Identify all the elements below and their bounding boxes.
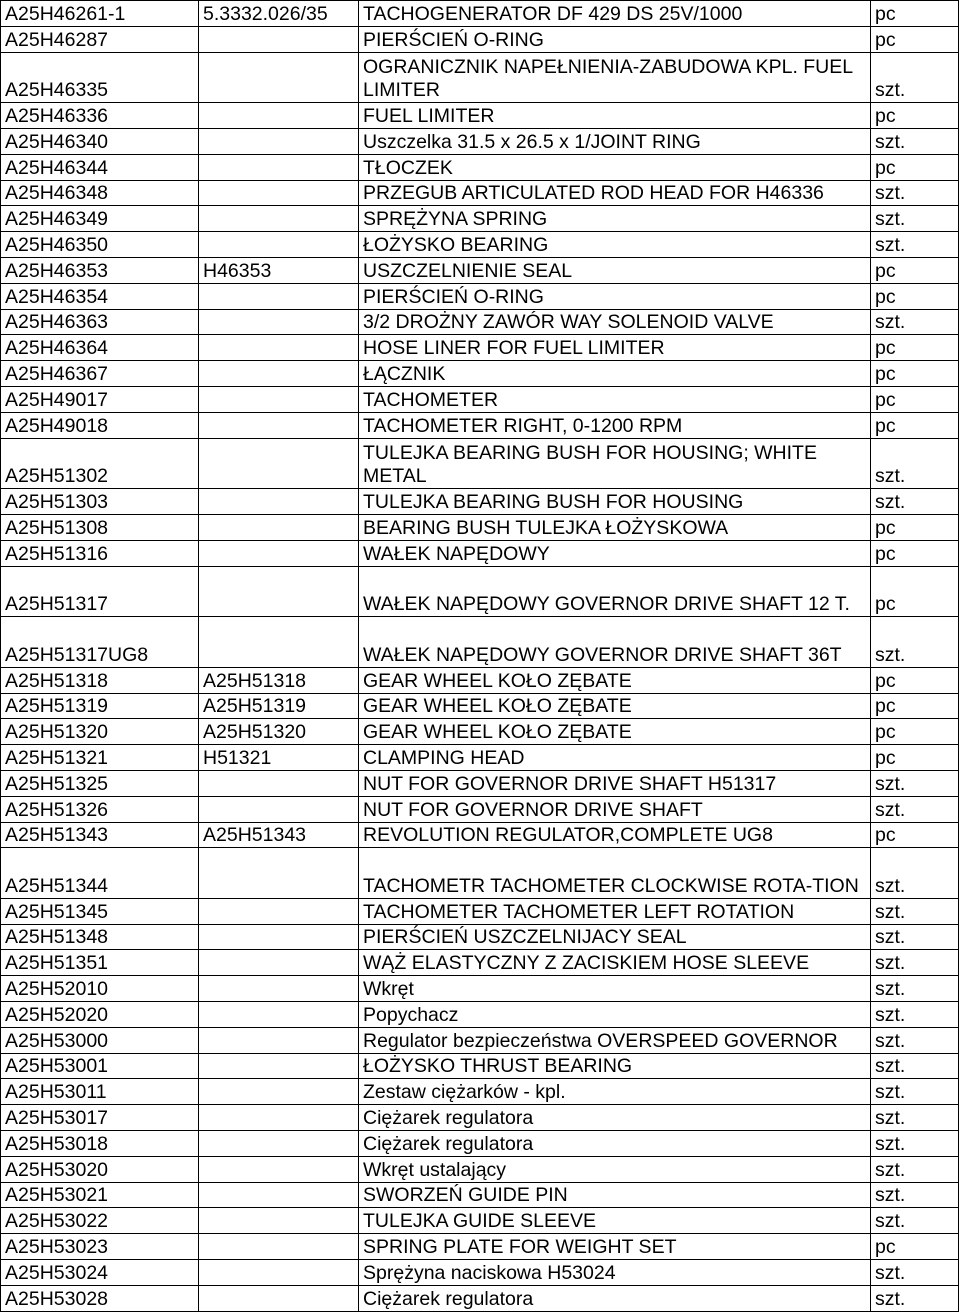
unit-cell: pc bbox=[871, 26, 959, 52]
reference-cell: 5.3332.026/35 bbox=[199, 1, 359, 27]
table-row bbox=[1, 617, 959, 668]
part-code-cell: A25H53017 bbox=[1, 1105, 199, 1131]
unit-cell: szt. bbox=[871, 796, 959, 822]
unit-cell: szt. bbox=[871, 1208, 959, 1234]
table-row bbox=[1, 1105, 959, 1131]
reference-cell bbox=[199, 898, 359, 924]
reference-cell bbox=[199, 1002, 359, 1028]
description-cell: WAŁEK NAPĘDOWY GOVERNOR DRIVE SHAFT 12 T. bbox=[359, 566, 871, 617]
reference-cell bbox=[199, 1182, 359, 1208]
table-row bbox=[1, 180, 959, 206]
reference-cell bbox=[199, 386, 359, 412]
table-row bbox=[1, 52, 959, 103]
unit-cell: pc bbox=[871, 335, 959, 361]
reference-cell bbox=[199, 206, 359, 232]
table-row bbox=[1, 1027, 959, 1053]
description-cell: TŁOCZEK bbox=[359, 154, 871, 180]
description-cell: Ciężarek regulatora bbox=[359, 1131, 871, 1157]
unit-cell: szt. bbox=[871, 438, 959, 489]
description-cell: HOSE LINER FOR FUEL LIMITER bbox=[359, 335, 871, 361]
unit-cell: szt. bbox=[871, 489, 959, 515]
reference-cell bbox=[199, 796, 359, 822]
table-row bbox=[1, 898, 959, 924]
description-cell: Regulator bezpieczeństwa OVERSPEED GOVERNOR bbox=[359, 1027, 871, 1053]
reference-cell bbox=[199, 1285, 359, 1311]
reference-cell bbox=[199, 1131, 359, 1157]
unit-cell: szt. bbox=[871, 1182, 959, 1208]
table-row bbox=[1, 361, 959, 387]
part-code-cell: A25H53001 bbox=[1, 1053, 199, 1079]
unit-cell: szt. bbox=[871, 1156, 959, 1182]
description-cell: CLAMPING HEAD bbox=[359, 745, 871, 771]
unit-cell: szt. bbox=[871, 950, 959, 976]
reference-cell bbox=[199, 52, 359, 103]
part-code-cell: A25H46287 bbox=[1, 26, 199, 52]
unit-cell: pc bbox=[871, 1234, 959, 1260]
table-row bbox=[1, 26, 959, 52]
description-cell: PIERŚCIEŃ O-RING bbox=[359, 26, 871, 52]
table-row bbox=[1, 309, 959, 335]
description-cell: ŁOŻYSKO THRUST BEARING bbox=[359, 1053, 871, 1079]
table-row bbox=[1, 848, 959, 899]
unit-cell: pc bbox=[871, 103, 959, 129]
description-cell: Wkręt ustalający bbox=[359, 1156, 871, 1182]
part-code-cell: A25H51343 bbox=[1, 822, 199, 848]
unit-cell: szt. bbox=[871, 1285, 959, 1311]
unit-cell: szt. bbox=[871, 1079, 959, 1105]
part-code-cell: A25H46336 bbox=[1, 103, 199, 129]
reference-cell: A25H51320 bbox=[199, 719, 359, 745]
description-cell: Uszczelka 31.5 x 26.5 x 1/JOINT RING bbox=[359, 128, 871, 154]
description-cell: WAŁEK NAPĘDOWY bbox=[359, 540, 871, 566]
description-cell: Zestaw ciężarków - kpl. bbox=[359, 1079, 871, 1105]
reference-cell bbox=[199, 103, 359, 129]
description-cell: Wkręt bbox=[359, 976, 871, 1002]
part-code-cell: A25H52010 bbox=[1, 976, 199, 1002]
reference-cell bbox=[199, 1053, 359, 1079]
description-cell: GEAR WHEEL KOŁO ZĘBATE bbox=[359, 667, 871, 693]
part-code-cell: A25H53023 bbox=[1, 1234, 199, 1260]
unit-cell: pc bbox=[871, 745, 959, 771]
description-cell: TACHOMETER TACHOMETER LEFT ROTATION bbox=[359, 898, 871, 924]
part-code-cell: A25H51351 bbox=[1, 950, 199, 976]
reference-cell bbox=[199, 540, 359, 566]
description-cell: SPRING PLATE FOR WEIGHT SET bbox=[359, 1234, 871, 1260]
table-row bbox=[1, 693, 959, 719]
part-code-cell: A25H53000 bbox=[1, 1027, 199, 1053]
reference-cell: A25H51318 bbox=[199, 667, 359, 693]
reference-cell bbox=[199, 489, 359, 515]
unit-cell: szt. bbox=[871, 770, 959, 796]
description-cell: TACHOGENERATOR DF 429 DS 25V/1000 bbox=[359, 1, 871, 27]
description-cell: Ciężarek regulatora bbox=[359, 1105, 871, 1131]
reference-cell bbox=[199, 283, 359, 309]
description-cell: NUT FOR GOVERNOR DRIVE SHAFT H51317 bbox=[359, 770, 871, 796]
table-row bbox=[1, 386, 959, 412]
table-row bbox=[1, 128, 959, 154]
part-code-cell: A25H51317UG8 bbox=[1, 617, 199, 668]
description-cell: 3/2 DROŻNY ZAWÓR WAY SOLENOID VALVE bbox=[359, 309, 871, 335]
table-row bbox=[1, 489, 959, 515]
part-code-cell: A25H53018 bbox=[1, 1131, 199, 1157]
table-row bbox=[1, 1053, 959, 1079]
reference-cell bbox=[199, 770, 359, 796]
unit-cell: szt. bbox=[871, 52, 959, 103]
unit-cell: szt. bbox=[871, 924, 959, 950]
part-code-cell: A25H53024 bbox=[1, 1260, 199, 1286]
table-row bbox=[1, 976, 959, 1002]
description-cell: BEARING BUSH TULEJKA ŁOŻYSKOWA bbox=[359, 514, 871, 540]
table-row bbox=[1, 796, 959, 822]
unit-cell: pc bbox=[871, 566, 959, 617]
reference-cell bbox=[199, 180, 359, 206]
part-code-cell: A25H49018 bbox=[1, 412, 199, 438]
description-cell: WĄŻ ELASTYCZNY Z ZACISKIEM HOSE SLEEVE bbox=[359, 950, 871, 976]
table-row bbox=[1, 667, 959, 693]
description-cell: TULEJKA GUIDE SLEEVE bbox=[359, 1208, 871, 1234]
part-code-cell: A25H53021 bbox=[1, 1182, 199, 1208]
table-row bbox=[1, 1079, 959, 1105]
reference-cell bbox=[199, 335, 359, 361]
table-row bbox=[1, 206, 959, 232]
unit-cell: pc bbox=[871, 693, 959, 719]
table-row bbox=[1, 335, 959, 361]
part-code-cell: A25H52020 bbox=[1, 1002, 199, 1028]
description-cell: GEAR WHEEL KOŁO ZĘBATE bbox=[359, 719, 871, 745]
reference-cell bbox=[199, 1079, 359, 1105]
part-code-cell: A25H51316 bbox=[1, 540, 199, 566]
unit-cell: pc bbox=[871, 822, 959, 848]
table-row bbox=[1, 1156, 959, 1182]
part-code-cell: A25H51319 bbox=[1, 693, 199, 719]
part-code-cell: A25H46354 bbox=[1, 283, 199, 309]
table-row bbox=[1, 822, 959, 848]
unit-cell: szt. bbox=[871, 976, 959, 1002]
unit-cell: pc bbox=[871, 540, 959, 566]
reference-cell bbox=[199, 26, 359, 52]
description-cell: TACHOMETER bbox=[359, 386, 871, 412]
part-code-cell: A25H51303 bbox=[1, 489, 199, 515]
unit-cell: szt. bbox=[871, 1260, 959, 1286]
description-cell: Popychacz bbox=[359, 1002, 871, 1028]
reference-cell bbox=[199, 976, 359, 1002]
unit-cell: pc bbox=[871, 514, 959, 540]
unit-cell: pc bbox=[871, 361, 959, 387]
description-cell: SWORZEŃ GUIDE PIN bbox=[359, 1182, 871, 1208]
description-cell: TULEJKA BEARING BUSH FOR HOUSING bbox=[359, 489, 871, 515]
table-row bbox=[1, 1002, 959, 1028]
unit-cell: szt. bbox=[871, 309, 959, 335]
table-row bbox=[1, 257, 959, 283]
part-code-cell: A25H51302 bbox=[1, 438, 199, 489]
reference-cell bbox=[199, 566, 359, 617]
part-code-cell: A25H46353 bbox=[1, 257, 199, 283]
unit-cell: szt. bbox=[871, 1131, 959, 1157]
unit-cell: szt. bbox=[871, 180, 959, 206]
unit-cell: pc bbox=[871, 257, 959, 283]
part-code-cell: A25H51317 bbox=[1, 566, 199, 617]
description-cell: WAŁEK NAPĘDOWY GOVERNOR DRIVE SHAFT 36T bbox=[359, 617, 871, 668]
description-cell: Sprężyna naciskowa H53024 bbox=[359, 1260, 871, 1286]
unit-cell: szt. bbox=[871, 232, 959, 258]
part-code-cell: A25H53028 bbox=[1, 1285, 199, 1311]
reference-cell: A25H51319 bbox=[199, 693, 359, 719]
table-row bbox=[1, 719, 959, 745]
table-row bbox=[1, 566, 959, 617]
part-code-cell: A25H51318 bbox=[1, 667, 199, 693]
table-row bbox=[1, 283, 959, 309]
table-row bbox=[1, 1182, 959, 1208]
part-code-cell: A25H46348 bbox=[1, 180, 199, 206]
unit-cell: szt. bbox=[871, 898, 959, 924]
part-code-cell: A25H46367 bbox=[1, 361, 199, 387]
unit-cell: pc bbox=[871, 386, 959, 412]
part-code-cell: A25H46261-1 bbox=[1, 1, 199, 27]
part-code-cell: A25H51321 bbox=[1, 745, 199, 771]
table-row bbox=[1, 950, 959, 976]
part-code-cell: A25H51326 bbox=[1, 796, 199, 822]
reference-cell bbox=[199, 412, 359, 438]
unit-cell: pc bbox=[871, 154, 959, 180]
description-cell: ŁOŻYSKO BEARING bbox=[359, 232, 871, 258]
unit-cell: szt. bbox=[871, 1105, 959, 1131]
description-cell: OGRANICZNIK NAPEŁNIENIA-ZABUDOWA KPL. FUEL LIMITER bbox=[359, 52, 871, 103]
unit-cell: szt. bbox=[871, 206, 959, 232]
table-row bbox=[1, 1208, 959, 1234]
description-cell: TACHOMETER RIGHT, 0-1200 RPM bbox=[359, 412, 871, 438]
part-code-cell: A25H53022 bbox=[1, 1208, 199, 1234]
unit-cell: szt. bbox=[871, 1002, 959, 1028]
reference-cell bbox=[199, 1027, 359, 1053]
part-code-cell: A25H53011 bbox=[1, 1079, 199, 1105]
reference-cell bbox=[199, 1260, 359, 1286]
reference-cell bbox=[199, 1234, 359, 1260]
table-row bbox=[1, 103, 959, 129]
unit-cell: pc bbox=[871, 283, 959, 309]
unit-cell: pc bbox=[871, 412, 959, 438]
description-cell: REVOLUTION REGULATOR,COMPLETE UG8 bbox=[359, 822, 871, 848]
reference-cell bbox=[199, 514, 359, 540]
reference-cell bbox=[199, 1105, 359, 1131]
description-cell: TULEJKA BEARING BUSH FOR HOUSING; WHITE METAL bbox=[359, 438, 871, 489]
reference-cell bbox=[199, 361, 359, 387]
part-code-cell: A25H51348 bbox=[1, 924, 199, 950]
description-cell: PIERŚCIEŃ O-RING bbox=[359, 283, 871, 309]
part-code-cell: A25H51325 bbox=[1, 770, 199, 796]
part-code-cell: A25H51320 bbox=[1, 719, 199, 745]
description-cell: Ciężarek regulatora bbox=[359, 1285, 871, 1311]
table-row bbox=[1, 540, 959, 566]
table-row bbox=[1, 232, 959, 258]
unit-cell: szt. bbox=[871, 128, 959, 154]
unit-cell: szt. bbox=[871, 1027, 959, 1053]
reference-cell: A25H51343 bbox=[199, 822, 359, 848]
part-code-cell: A25H46344 bbox=[1, 154, 199, 180]
table-row bbox=[1, 1131, 959, 1157]
part-code-cell: A25H46363 bbox=[1, 309, 199, 335]
reference-cell bbox=[199, 924, 359, 950]
reference-cell: H46353 bbox=[199, 257, 359, 283]
description-cell: SPRĘŻYNA SPRING bbox=[359, 206, 871, 232]
part-code-cell: A25H53020 bbox=[1, 1156, 199, 1182]
description-cell: FUEL LIMITER bbox=[359, 103, 871, 129]
unit-cell: pc bbox=[871, 719, 959, 745]
part-code-cell: A25H46349 bbox=[1, 206, 199, 232]
table-row bbox=[1, 438, 959, 489]
reference-cell: H51321 bbox=[199, 745, 359, 771]
reference-cell bbox=[199, 438, 359, 489]
reference-cell bbox=[199, 309, 359, 335]
reference-cell bbox=[199, 848, 359, 899]
table-row bbox=[1, 770, 959, 796]
part-code-cell: A25H46364 bbox=[1, 335, 199, 361]
unit-cell: szt. bbox=[871, 617, 959, 668]
part-code-cell: A25H51344 bbox=[1, 848, 199, 899]
part-code-cell: A25H46350 bbox=[1, 232, 199, 258]
part-code-cell: A25H51308 bbox=[1, 514, 199, 540]
table-row bbox=[1, 154, 959, 180]
unit-cell: pc bbox=[871, 1, 959, 27]
reference-cell bbox=[199, 1156, 359, 1182]
table-row bbox=[1, 1, 959, 27]
table-row bbox=[1, 514, 959, 540]
table-row bbox=[1, 412, 959, 438]
unit-cell: szt. bbox=[871, 1053, 959, 1079]
table-row bbox=[1, 1234, 959, 1260]
table-row bbox=[1, 745, 959, 771]
table-row bbox=[1, 924, 959, 950]
reference-cell bbox=[199, 154, 359, 180]
table-row bbox=[1, 1260, 959, 1286]
reference-cell bbox=[199, 1208, 359, 1234]
description-cell: NUT FOR GOVERNOR DRIVE SHAFT bbox=[359, 796, 871, 822]
description-cell: PIERŚCIEŃ USZCZELNIJACY SEAL bbox=[359, 924, 871, 950]
description-cell: USZCZELNIENIE SEAL bbox=[359, 257, 871, 283]
unit-cell: pc bbox=[871, 667, 959, 693]
table-row bbox=[1, 1285, 959, 1311]
description-cell: GEAR WHEEL KOŁO ZĘBATE bbox=[359, 693, 871, 719]
part-code-cell: A25H46335 bbox=[1, 52, 199, 103]
part-code-cell: A25H49017 bbox=[1, 386, 199, 412]
reference-cell bbox=[199, 232, 359, 258]
description-cell: PRZEGUB ARTICULATED ROD HEAD FOR H46336 bbox=[359, 180, 871, 206]
reference-cell bbox=[199, 617, 359, 668]
description-cell: ŁĄCZNIK bbox=[359, 361, 871, 387]
part-code-cell: A25H46340 bbox=[1, 128, 199, 154]
part-code-cell: A25H51345 bbox=[1, 898, 199, 924]
unit-cell: szt. bbox=[871, 848, 959, 899]
reference-cell bbox=[199, 128, 359, 154]
description-cell: TACHOMETR TACHOMETER CLOCKWISE ROTA-TION bbox=[359, 848, 871, 899]
reference-cell bbox=[199, 950, 359, 976]
